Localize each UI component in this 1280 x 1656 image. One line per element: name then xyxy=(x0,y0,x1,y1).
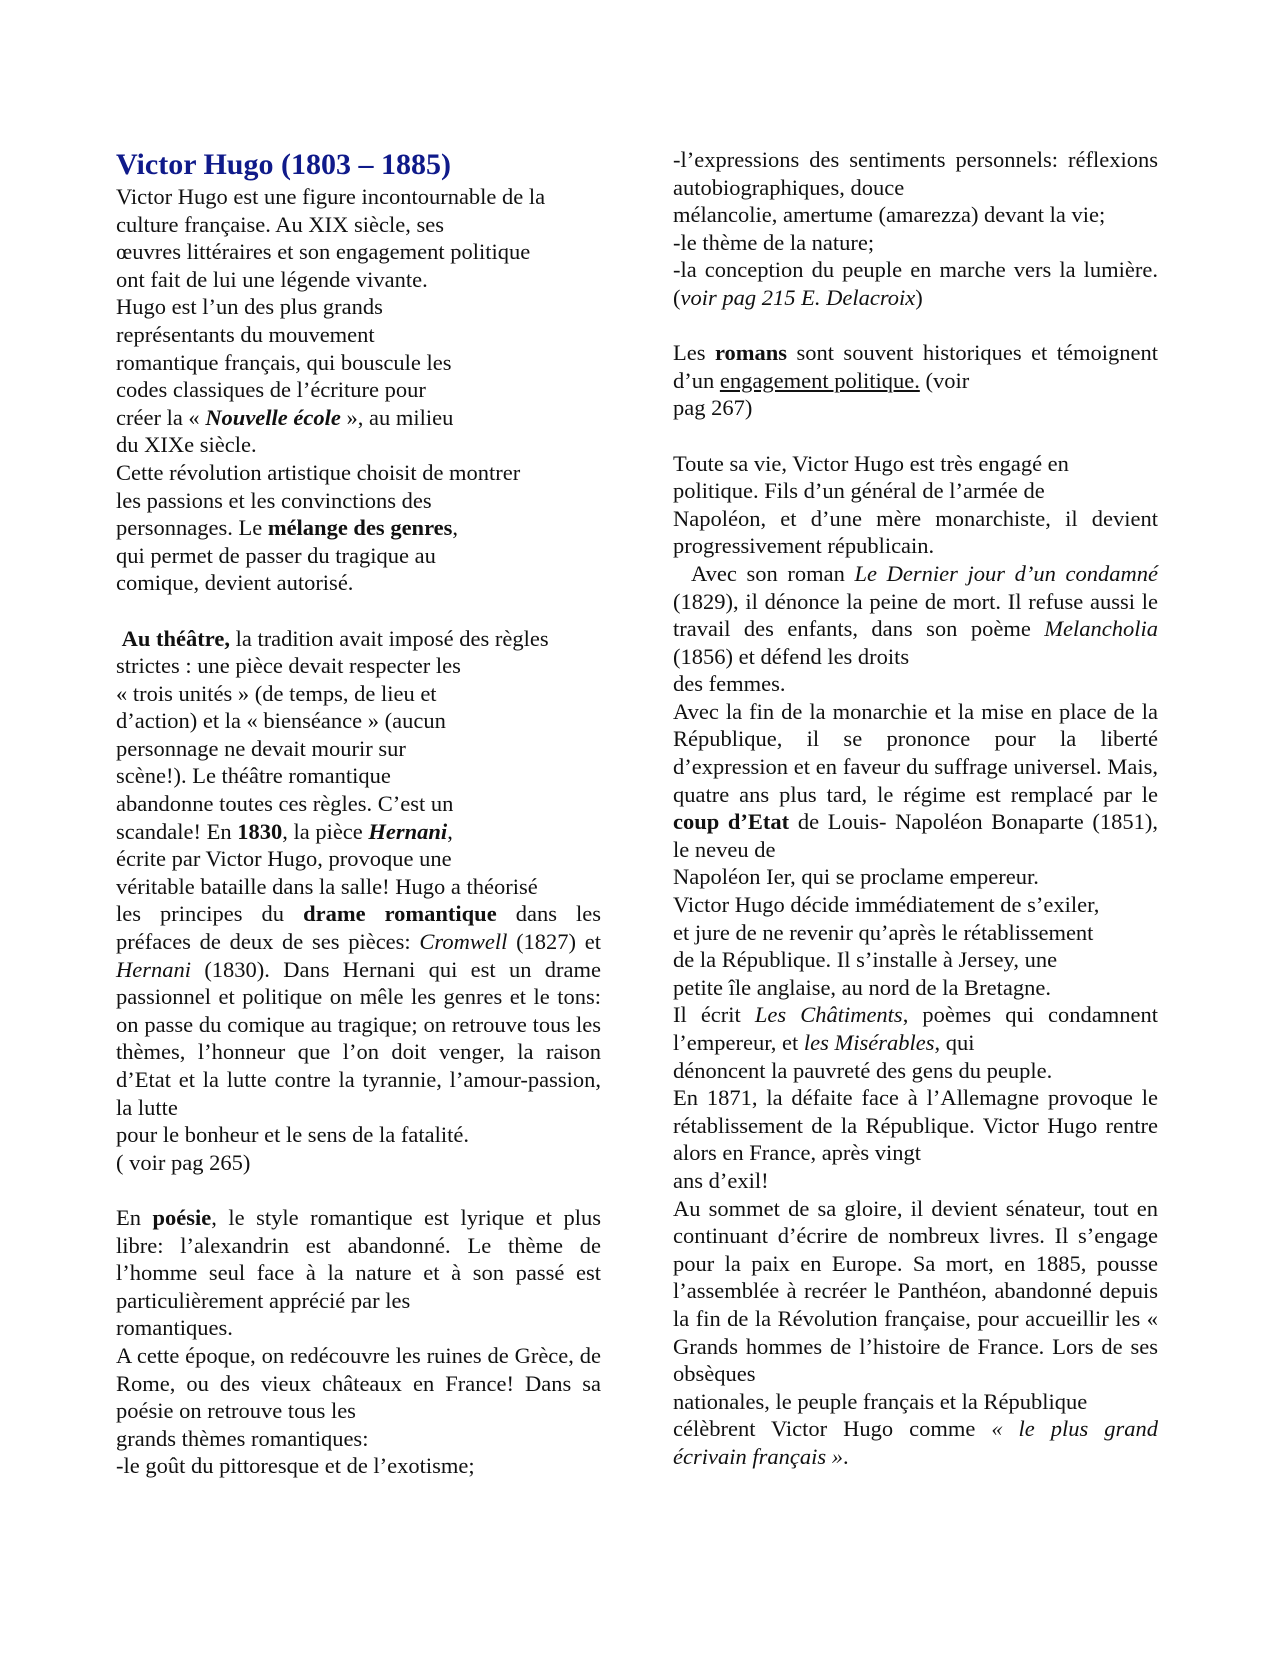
text-line: strictes : une pièce devait respecter les xyxy=(116,653,461,679)
term-coup-d-etat: coup d’Etat xyxy=(673,809,790,835)
text-run: , xyxy=(447,818,453,844)
work-title-melancholia: Melancholia xyxy=(1044,616,1158,642)
text-line: d’action) et la « bienséance » (aucun xyxy=(116,708,446,734)
text-run: tout en continuant d’écrire de nombreux livres. xyxy=(673,1195,1158,1249)
closing-quote: « le plus grand xyxy=(991,1416,1158,1442)
term-poesie: poésie xyxy=(152,1204,212,1230)
intro-paragraph xyxy=(116,183,601,597)
text-run: (voir xyxy=(919,367,970,393)
text-line: ont fait de lui une légende vivante. xyxy=(116,266,428,292)
right-column xyxy=(673,146,1158,1471)
text-line: et jure de ne revenir qu’après le rétablissement xyxy=(673,919,1094,945)
text-run: de l’histoire de France. Lors de ses obsèques xyxy=(673,1333,1158,1387)
text-run: provoque le rétablissement de la République. xyxy=(673,1085,1159,1138)
justified-block xyxy=(116,1342,601,1425)
text-run: ) xyxy=(915,284,923,310)
justified-block xyxy=(673,505,1158,560)
work-title-dernier-jour: condamné xyxy=(1065,560,1158,586)
text-run: Avec son roman xyxy=(691,560,855,586)
text-run: , le style romantique est lyrique et xyxy=(211,1204,552,1230)
work-title-dernier-jour: Le Dernier jour d’un xyxy=(854,560,1056,586)
term-melange-des-genres: mélange des genres xyxy=(267,515,453,541)
poesie-paragraph xyxy=(116,1204,601,1314)
text-line: -le goût du pittoresque et de l’exotisme; xyxy=(116,1453,475,1479)
page-title: Victor Hugo (1803 – 1885) xyxy=(116,148,451,181)
text-run: Napoléon Bonaparte (1851), le neveu de xyxy=(673,809,1159,862)
term-au-theatre: Au théâtre, xyxy=(121,625,230,651)
text-run: En xyxy=(116,1204,153,1230)
text-line: représentants du mouvement xyxy=(116,321,375,347)
romans-paragraph xyxy=(673,339,1158,394)
text-run: personnages. Le xyxy=(116,515,268,541)
justified-block xyxy=(673,560,1158,670)
text-run: poème xyxy=(970,616,1045,642)
text-run: Il écrit xyxy=(673,1002,755,1028)
underlined-term: engagement politique. xyxy=(719,367,920,393)
justified-block xyxy=(673,946,1158,974)
text-line: qui permet de passer du tragique au xyxy=(116,542,436,568)
justified-block xyxy=(673,1195,1158,1388)
text-run: lumière. ( xyxy=(673,257,1158,310)
text-run: sont souvent historiques et xyxy=(787,340,1048,366)
text-line: pour le bonheur et le sens de la fatalité. xyxy=(116,1122,469,1148)
text-run: de la République, il se prononce pour la liberté xyxy=(673,698,1158,752)
work-title-chatiments: Les Châtiments xyxy=(754,1002,903,1028)
text-run: scandale! En xyxy=(116,818,238,844)
text-line: du XIXe siècle. xyxy=(116,432,257,458)
text-run: A cette époque, on redécouvre les ruines de xyxy=(116,1342,509,1368)
justified-block xyxy=(673,698,1158,864)
work-title-hernani: Hernani xyxy=(116,956,191,982)
text-run: passé est particulièrement apprécié par les xyxy=(116,1260,601,1313)
text-line xyxy=(116,514,601,542)
text-run: que l’on doit venger, la raison d’Etat et la lutte xyxy=(116,1039,601,1092)
page-reference: pag 267) xyxy=(673,395,753,421)
text-run: les principes du xyxy=(116,901,304,927)
text-line: ans d’exil! xyxy=(673,1167,769,1193)
text-line: « trois unités » (de temps, de lieu et xyxy=(116,680,437,706)
text-line: personnage ne devait mourir sur xyxy=(116,735,406,761)
text-line: Cette révolution artistique choisit de montrer xyxy=(116,459,521,485)
themes-block xyxy=(673,146,1158,201)
text-run: de Louis- xyxy=(789,809,887,835)
term-nouvelle-ecole: Nouvelle école xyxy=(205,404,341,430)
text-line: véritable bataille dans la salle! Hugo a théorisé xyxy=(116,873,538,899)
text-run: , poèmes qui xyxy=(902,1002,1034,1028)
text-run: , xyxy=(452,515,459,541)
justified-block xyxy=(673,1084,1158,1167)
text-run: d’expression et en faveur du suffrage universel. xyxy=(673,754,1102,780)
text-run: française, pour accueillir les « Grands hommes xyxy=(673,1305,1158,1359)
text-line: codes classiques de l’écriture pour xyxy=(116,377,426,403)
text-run: Il refuse aussi le travail des enfants, dans son xyxy=(673,588,1158,642)
text-line: des femmes. xyxy=(673,671,786,697)
text-line xyxy=(116,625,601,653)
theatre-paragraph xyxy=(116,625,601,1177)
left-column xyxy=(116,148,601,1480)
text-run: préfaces de deux de ses pièces: xyxy=(116,929,420,955)
text-run: un drame passionnel et politique on mêle les xyxy=(116,956,602,1010)
text-run: la tradition avait imposé des règles xyxy=(229,625,549,651)
text-line: -le thème de la nature; xyxy=(673,229,875,255)
text-run: Il s’engage pour la paix en Europe. Sa mort, en xyxy=(673,1223,1159,1276)
year-1830: 1830 xyxy=(237,818,283,844)
text-line: petite île anglaise, au nord de la Bretagne. xyxy=(673,974,1051,1000)
text-run: plus libre: l’alexandrin est abandonné. Le xyxy=(116,1204,602,1258)
work-title-cromwell: Cromwell xyxy=(419,929,508,955)
text-run: tragique; on retrouve tous les thèmes, l’honneur xyxy=(116,1011,602,1065)
work-title-hernani: Hernani xyxy=(368,818,448,844)
text-run: , qui xyxy=(934,1030,975,1055)
text-run: », au milieu xyxy=(340,404,454,430)
text-run: Napoléon, et d’une mère monarchiste, il xyxy=(673,505,1078,531)
text-run: En 1871, la défaite face à l’Allemagne xyxy=(673,1085,1040,1111)
text-run: (1827) et xyxy=(516,929,601,955)
justified-block xyxy=(673,1001,1158,1056)
text-line: les passions et les convinctions des xyxy=(116,487,432,513)
text-run: de la République. Il s’installe à Jersey, une xyxy=(673,947,1058,973)
text-run: . xyxy=(842,1443,849,1469)
text-run: Avec la fin de la monarchie et la mise en place xyxy=(673,698,1107,724)
term-romans: romans xyxy=(714,340,788,366)
work-title-miserables: les Misérables xyxy=(803,1030,935,1055)
text-line: Victor Hugo est une figure incontournable de la xyxy=(116,184,546,209)
text-line: nationales, le peuple français et la République xyxy=(673,1388,1088,1414)
text-run: Au sommet de sa gloire, il devient sénateur, xyxy=(673,1195,1086,1221)
closing-quote: écrivain français » xyxy=(673,1443,843,1469)
text-run: abandonné depuis la fin de la Révolution xyxy=(673,1278,1159,1331)
text-line: écrite par Victor Hugo, provoque une xyxy=(116,846,452,872)
text-line: Napoléon Ier, qui se proclame empereur. xyxy=(673,864,1039,890)
text-line xyxy=(116,404,601,432)
text-run: 1885, pousse l’assemblée à recréer le Panthéon, xyxy=(673,1250,1158,1304)
text-run: réflexions autobiographiques, douce xyxy=(673,147,1159,200)
text-run: Victor Hugo rentre alors en France, après vingt xyxy=(673,1112,1159,1166)
text-line: grands thèmes romantiques: xyxy=(116,1425,369,1451)
text-run: (1830). Dans Hernani qui est xyxy=(191,956,496,982)
page-reference: voir pag 215 E. Delacroix xyxy=(680,284,916,310)
text-run: , la pièce xyxy=(282,818,369,844)
text-run: Les xyxy=(673,340,715,366)
text-line: politique. Fils d’un général de l’armée de xyxy=(673,478,1045,504)
text-line: Victor Hugo décide immédiatement de s’exiler, xyxy=(673,892,1100,918)
text-run: Grèce, de Rome, ou des vieux châteaux en xyxy=(116,1342,601,1396)
text-run: célèbrent Victor Hugo comme xyxy=(673,1416,992,1442)
text-run: dans les xyxy=(496,901,601,927)
text-run: témoignent d’un xyxy=(673,340,1158,393)
text-line: comique, devient autorisé. xyxy=(116,570,354,596)
text-run: genres et le tons: on passe du comique au xyxy=(116,984,602,1037)
justified-block xyxy=(673,256,1158,311)
text-run: -l’expressions des sentiments personnels: xyxy=(673,147,1059,172)
text-line xyxy=(116,818,601,846)
text-line: œuvres littéraires et son engagement politique xyxy=(116,239,531,265)
text-run: condamnent l’empereur, et xyxy=(673,1002,1159,1055)
text-line: mélancolie, amertume (amarezza) devant la vie; xyxy=(673,202,1106,228)
justified-block xyxy=(116,900,601,1121)
text-run: thème de l’homme seul face à la nature et à son xyxy=(116,1232,601,1286)
justified-block xyxy=(673,1415,1158,1470)
text-run: contre la tyrannie, l’amour-passion, la lutte xyxy=(116,1067,601,1120)
text-run: créer la « xyxy=(116,404,206,430)
text-run: -la conception du peuple en marche vers la xyxy=(673,257,1076,283)
text-line: romantique français, qui bouscule les xyxy=(116,349,452,375)
text-run: (1856) et défend les droits xyxy=(673,643,910,669)
text-line: culture française. Au XIX siècle, ses xyxy=(116,211,444,237)
text-line: Hugo est l’un des plus grands xyxy=(116,294,383,320)
text-run: France! Dans sa poésie on retrouve tous les xyxy=(116,1370,601,1424)
text-line: abandonne toutes ces règles. C’est un xyxy=(116,791,454,817)
vie-paragraph xyxy=(673,450,1158,478)
text-line: romantiques. xyxy=(116,1315,233,1341)
text-line: scène!). Le théâtre romantique xyxy=(116,763,391,789)
text-run: Mais, quatre ans plus tard, le régime est xyxy=(673,754,1158,807)
text-line: dénoncent la pauvreté des gens du peuple. xyxy=(673,1057,1053,1083)
text-run: remplacé par le xyxy=(1010,781,1158,807)
text-run: (1829), il dénonce la peine de mort. xyxy=(673,588,1001,614)
text-run: Toute sa vie, Victor Hugo est très engagé en xyxy=(673,450,1069,476)
page-reference: ( voir pag 265) xyxy=(116,1149,251,1175)
term-drame-romantique: drame romantique xyxy=(303,901,497,927)
text-run: devient progressivement républicain. xyxy=(673,505,1159,559)
